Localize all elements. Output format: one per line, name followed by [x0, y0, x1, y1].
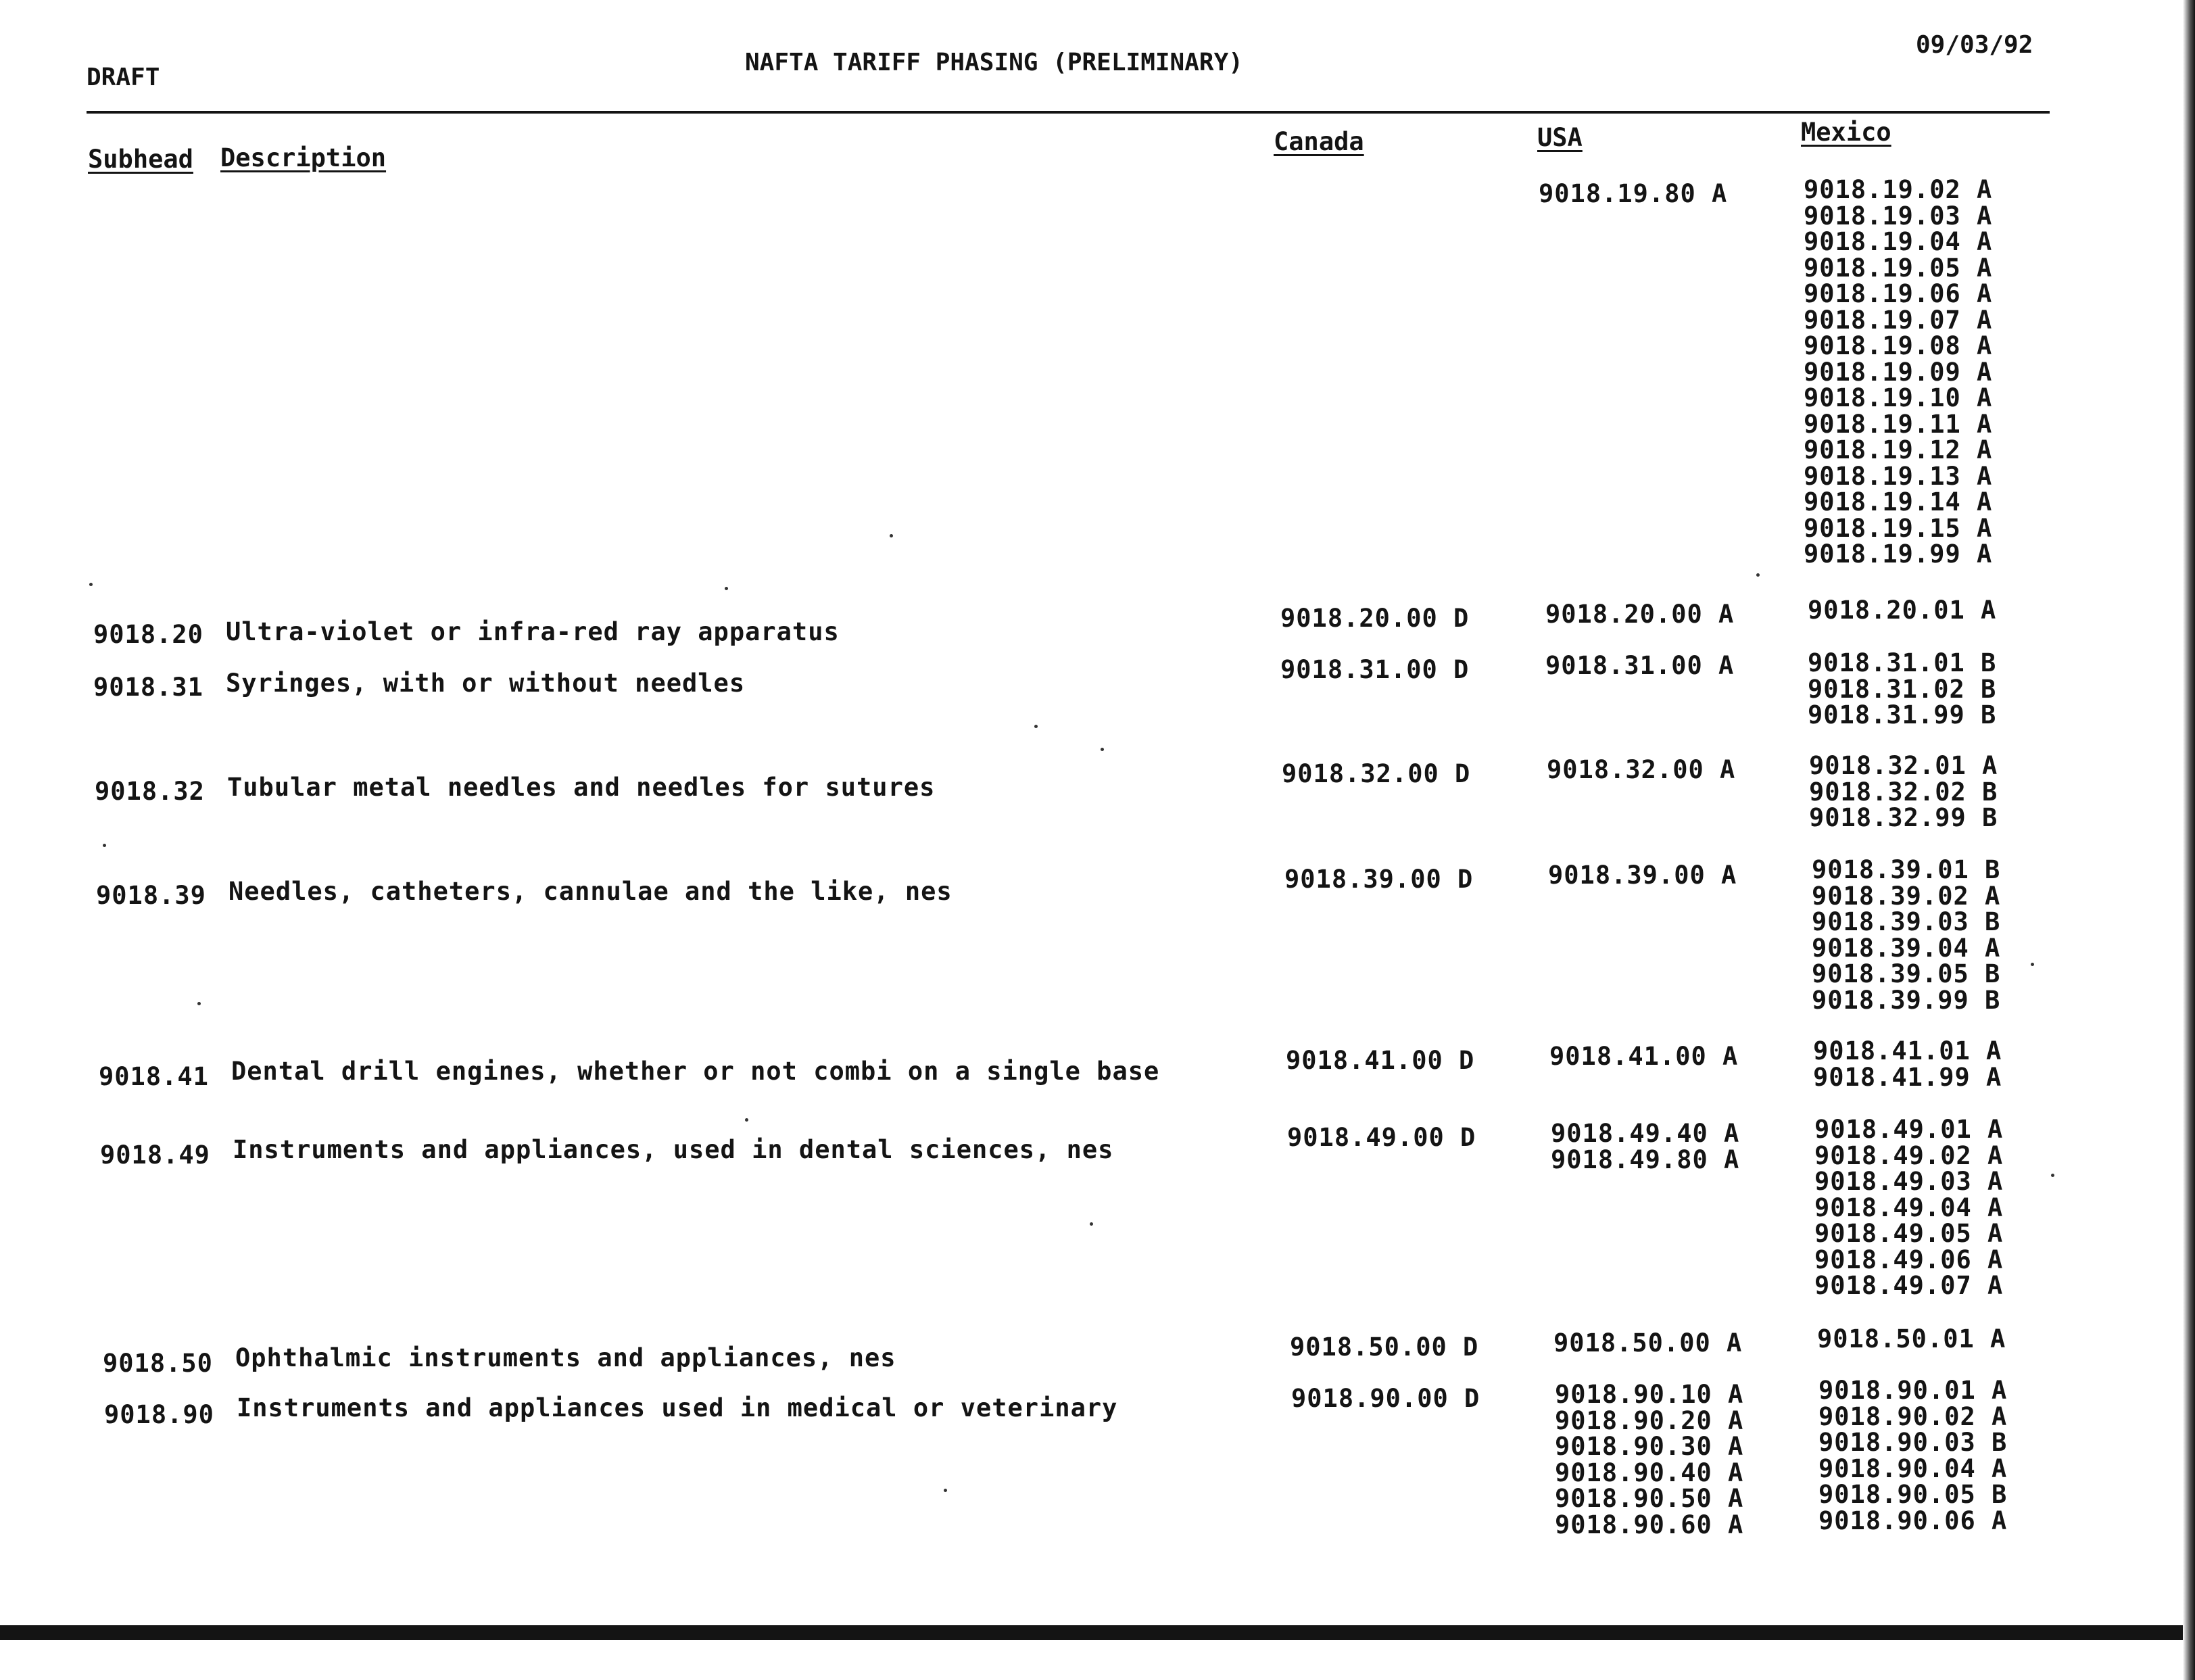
scan-speck	[1034, 725, 1038, 728]
column-header-mexico: Mexico	[1801, 118, 1891, 147]
canada-code: 9018.90.00 D	[1291, 1384, 1480, 1413]
mexico-code: 9018.32.01 A	[1809, 751, 1998, 780]
mexico-code: 9018.49.05 A	[1814, 1219, 2004, 1248]
canada-code: 9018.41.00 D	[1286, 1046, 1475, 1075]
mexico-code: 9018.19.12 A	[1804, 435, 1993, 464]
mexico-code: 9018.19.09 A	[1804, 357, 1993, 387]
row-subhead: 9018.41	[99, 1062, 209, 1091]
usa-code: 9018.20.00 A	[1545, 600, 1735, 629]
mexico-codes	[1808, 598, 1996, 624]
usa-code: 9018.49.80 A	[1551, 1145, 1740, 1174]
canada-codes	[1291, 1386, 1480, 1412]
usa-codes	[1548, 863, 1737, 889]
mexico-code: 9018.39.01 B	[1812, 855, 2001, 884]
mexico-code: 9018.19.02 A	[1804, 175, 1993, 204]
usa-codes	[1545, 602, 1734, 628]
mexico-codes	[1808, 650, 1996, 729]
mexico-codes	[1818, 1378, 2007, 1534]
usa-code: 9018.90.10 A	[1555, 1380, 1744, 1409]
usa-codes	[1551, 1121, 1739, 1173]
usa-codes	[1555, 1382, 1743, 1538]
row-description: Ophthalmic instruments and appliances, nes	[235, 1343, 896, 1372]
usa-codes	[1547, 757, 1735, 784]
document-date: 09/03/92	[1916, 31, 2033, 59]
usa-code: 9018.90.50 A	[1555, 1484, 1744, 1513]
scanner-edge-shadow	[2183, 0, 2195, 1680]
row-description: Needles, catheters, cannulae and the like, nes	[228, 877, 952, 906]
mexico-code: 9018.19.13 A	[1804, 461, 1993, 491]
mexico-codes	[1812, 857, 2000, 1013]
mexico-codes-row-continued	[1804, 177, 1992, 568]
draft-label: DRAFT	[87, 64, 160, 91]
scan-speck	[103, 844, 106, 847]
mexico-code: 9018.19.07 A	[1804, 305, 1993, 335]
usa-code: 9018.90.20 A	[1555, 1406, 1744, 1435]
mexico-code: 9018.90.02 A	[1818, 1401, 2008, 1431]
mexico-code: 9018.31.02 B	[1808, 674, 1997, 704]
scan-speck	[944, 1489, 947, 1492]
row-description: Dental drill engines, whether or not combi on a single base	[231, 1057, 1160, 1086]
canada-code: 9018.49.00 D	[1287, 1123, 1476, 1152]
usa-code: 9018.50.00 A	[1553, 1328, 1743, 1358]
mexico-code: 9018.49.02 A	[1814, 1141, 2004, 1170]
mexico-code: 9018.19.03 A	[1804, 201, 1993, 231]
mexico-code: 9018.90.01 A	[1818, 1376, 2008, 1405]
row-description: Instruments and appliances used in medical or veterinary	[237, 1393, 1118, 1422]
usa-code: 9018.49.40 A	[1551, 1119, 1740, 1148]
mexico-code: 9018.39.04 A	[1812, 933, 2001, 963]
usa-code: 9018.39.00 A	[1548, 861, 1737, 890]
usa-codes-row-continued	[1539, 181, 1727, 208]
scan-speck	[1101, 748, 1104, 751]
mexico-code: 9018.49.06 A	[1814, 1245, 2004, 1274]
canada-codes	[1280, 606, 1469, 632]
mexico-code: 9018.49.04 A	[1814, 1193, 2004, 1222]
scan-speck	[89, 583, 93, 586]
usa-code: 9018.90.60 A	[1555, 1510, 1744, 1539]
mexico-code: 9018.19.14 A	[1804, 487, 1993, 517]
mexico-code: 9018.50.01 A	[1817, 1324, 2006, 1353]
usa-code: 9018.32.00 A	[1547, 755, 1736, 784]
page-title: NAFTA TARIFF PHASING (PRELIMINARY)	[745, 49, 1243, 76]
usa-code: 9018.90.30 A	[1555, 1432, 1744, 1461]
row-subhead: 9018.90	[104, 1400, 214, 1429]
canada-codes	[1284, 867, 1473, 893]
mexico-code: 9018.49.07 A	[1814, 1271, 2004, 1300]
row-description: Syringes, with or without needles	[226, 669, 746, 698]
mexico-code: 9018.32.02 B	[1809, 777, 1998, 807]
canada-codes	[1282, 761, 1470, 788]
column-header-usa: USA	[1537, 123, 1583, 152]
mexico-code: 9018.19.99 A	[1804, 539, 1993, 569]
mexico-code: 9018.90.03 B	[1818, 1428, 2008, 1457]
canada-code: 9018.20.00 D	[1280, 604, 1470, 633]
mexico-code: 9018.19.04 A	[1804, 227, 1993, 256]
canada-codes	[1287, 1125, 1476, 1151]
row-subhead: 9018.32	[95, 777, 205, 806]
mexico-code: 9018.41.99 A	[1813, 1062, 2002, 1092]
row-description: Tubular metal needles and needles for sutures	[227, 773, 936, 802]
mexico-code: 9018.20.01 A	[1808, 596, 1997, 625]
row-subhead: 9018.20	[93, 620, 203, 649]
scan-speck	[2031, 963, 2034, 966]
mexico-code: 9018.19.08 A	[1804, 331, 1993, 360]
scan-speck	[1090, 1222, 1093, 1226]
canada-code: 9018.31.00 D	[1280, 655, 1470, 684]
mexico-code: 9018.39.03 B	[1812, 907, 2001, 936]
usa-codes	[1553, 1330, 1742, 1357]
scan-speck	[197, 1002, 201, 1005]
column-header-canada: Canada	[1274, 127, 1364, 156]
canada-code: 9018.32.00 D	[1282, 759, 1471, 788]
canada-code: 9018.39.00 D	[1284, 865, 1474, 894]
usa-code: 9018.41.00 A	[1549, 1042, 1739, 1071]
mexico-code: 9018.49.01 A	[1814, 1115, 2004, 1144]
mexico-code: 9018.39.99 B	[1812, 985, 2001, 1015]
usa-codes	[1549, 1044, 1738, 1070]
scan-speck	[1756, 573, 1760, 577]
scan-speck	[2051, 1174, 2054, 1177]
mexico-code: 9018.90.05 B	[1818, 1480, 2008, 1509]
column-header-description: Description	[220, 143, 387, 172]
row-subhead: 9018.50	[103, 1349, 213, 1378]
mexico-code: 9018.39.02 A	[1812, 881, 2001, 911]
mexico-codes	[1813, 1038, 2002, 1090]
usa-code: 9018.19.80 A	[1539, 179, 1728, 208]
row-description: Instruments and appliances, used in dental sciences, nes	[233, 1135, 1114, 1164]
canada-code: 9018.50.00 D	[1290, 1333, 1479, 1362]
mexico-code: 9018.41.01 A	[1813, 1036, 2002, 1065]
mexico-code: 9018.31.01 B	[1808, 648, 1997, 677]
mexico-code: 9018.49.03 A	[1814, 1167, 2004, 1196]
mexico-code: 9018.90.06 A	[1818, 1506, 2008, 1535]
row-subhead: 9018.49	[100, 1141, 210, 1170]
row-description: Ultra-violet or infra-red ray apparatus	[226, 617, 840, 646]
column-header-subhead: Subhead	[88, 145, 193, 174]
scan-speck	[745, 1118, 748, 1122]
usa-code: 9018.90.40 A	[1555, 1458, 1744, 1487]
footer-rule	[0, 1625, 2184, 1640]
usa-codes	[1545, 653, 1734, 679]
canada-codes	[1290, 1335, 1478, 1361]
usa-code: 9018.31.00 A	[1545, 651, 1735, 680]
mexico-code: 9018.32.99 B	[1809, 803, 1998, 832]
mexico-code: 9018.19.06 A	[1804, 279, 1993, 308]
row-subhead: 9018.31	[93, 673, 203, 702]
header-rule	[87, 111, 2050, 114]
mexico-codes	[1809, 753, 1998, 832]
mexico-code: 9018.19.11 A	[1804, 409, 1993, 439]
mexico-codes	[1817, 1326, 2006, 1353]
row-subhead: 9018.39	[96, 881, 206, 910]
mexico-code: 9018.19.05 A	[1804, 253, 1993, 283]
mexico-code: 9018.31.99 B	[1808, 700, 1997, 729]
scan-speck	[725, 587, 728, 590]
mexico-codes	[1814, 1117, 2003, 1299]
mexico-code: 9018.39.05 B	[1812, 959, 2001, 988]
mexico-code: 9018.19.15 A	[1804, 513, 1993, 543]
mexico-code: 9018.19.10 A	[1804, 383, 1993, 412]
scan-speck	[890, 534, 893, 537]
canada-codes	[1280, 657, 1469, 683]
canada-codes	[1286, 1048, 1474, 1074]
mexico-code: 9018.90.04 A	[1818, 1454, 2008, 1483]
